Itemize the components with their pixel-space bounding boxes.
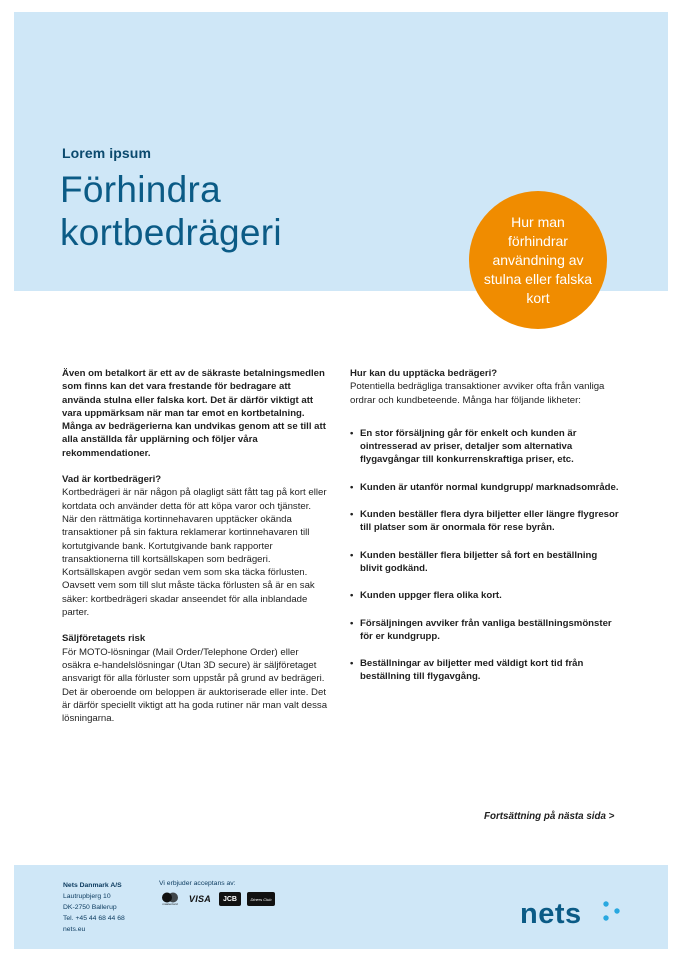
left-column bbox=[62, 367, 328, 738]
list-item: • En stor försäljning går för enkelt och kunden är ointresserad av priser, detaljer som alternativa flygavgångar till konkurrenskraftiga priser, etc. bbox=[350, 427, 620, 467]
card-brand-logos bbox=[159, 892, 275, 906]
list-item: • Kunden beställer flera biljetter så fort en beställning blivit godkänd. bbox=[350, 549, 620, 576]
company-name: Nets Danmark A/S bbox=[63, 882, 122, 889]
list-item: • Kunden uppger flera olika kort. bbox=[350, 589, 620, 602]
badge-text: Hur man förhindrar användning av stulna eller falska kort bbox=[483, 213, 593, 306]
intro-paragraph: Även om betalkort är ett av de säkraste betalningsmedlen som finns kan det vara frestande för bedragare att använda stulna eller falska kort. Det är därför viktigt att vara uppmärksam när man tar emot en kortbetalning. Många av bedrägerierna kan undvikas genom att se till att alla anställda får upplärning och följer våra rekommendationer. bbox=[62, 368, 326, 459]
section-heading-risk: Säljföretagets risk bbox=[62, 633, 146, 645]
title-line-1: Förhindra bbox=[60, 169, 222, 210]
jcb-logo: JCB bbox=[219, 892, 241, 906]
info-badge bbox=[469, 191, 607, 329]
website-link[interactable]: nets.eu bbox=[63, 926, 86, 933]
list-item: • Kunden beställer flera dyra biljetter eller längre flygresor till platser som är onormala för rese byrån. bbox=[350, 508, 620, 535]
company-address bbox=[63, 880, 125, 935]
diners-club-logo: Diners Club bbox=[247, 892, 275, 906]
nets-logo: nets bbox=[520, 898, 582, 930]
phone-number: Tel. +45 44 68 44 68 bbox=[63, 915, 125, 922]
detect-heading: Hur kan du upptäcka bedrägeri? bbox=[350, 368, 498, 379]
acceptance-label: Vi erbjuder acceptans av: bbox=[159, 880, 236, 887]
nets-dots-icon bbox=[600, 900, 622, 922]
visa-logo: VISA bbox=[188, 894, 212, 904]
mastercard-wordmark: mastercard bbox=[162, 902, 178, 906]
section-body-risk: För MOTO-lösningar (Mail Order/Telephone Order) eller osäkra e-handelslösningar (Utan 3D secure) är säljföretaget ansvarigt för alla förluster som uppstår på grund av bedrägeri. Det är oberoende om beloppen är auktoriserade eller inte. Det är därför speciellt viktigt att ha goda rutiner när man valt dessa lösningarna. bbox=[62, 646, 328, 725]
right-column bbox=[350, 367, 620, 698]
address-street: Lautrupbjerg 10 bbox=[63, 893, 111, 900]
warning-signs-list bbox=[350, 427, 620, 684]
continue-link[interactable]: Fortsättning på nästa sida > bbox=[484, 811, 615, 822]
section-body-what: Kortbedrägeri är när någon på olagligt sätt fått tag på kort eller kortdata och använder detta för att köpa varor och tjänster. När den rättmätiga kortinnehavaren upptäcker okända transaktioner på sin faktura reklamerar kortinnehavaren till kortutgivande bank. Kortutgivande bank rapporter transaktionerna till kortsällskapen som bedrägeri. Kortsällskapen avgör sedan vem som ska täcka förlusten. Oavsett vem som till slut måste täcka förlusten så är en sak säker: kortbedrägeri skadar anseendet för alla inblandade parter. bbox=[62, 487, 327, 619]
list-item: • Kunden är utanför normal kundgrupp/ marknadsområde. bbox=[350, 481, 620, 494]
title-line-2: kortbedrägeri bbox=[60, 212, 282, 253]
section-heading-what: Vad är kortbedrägeri? bbox=[62, 474, 162, 486]
eyebrow-label: Lorem ipsum bbox=[62, 145, 152, 161]
list-item: • Försäljningen avviker från vanliga beställningsmönster för er kundgrupp. bbox=[350, 617, 620, 644]
address-city: DK-2750 Ballerup bbox=[63, 904, 117, 911]
detect-intro: Potentiella bedrägliga transaktioner avviker ofta från vanliga ordrar och kundbeteende. Många har följande likheter: bbox=[350, 381, 605, 406]
mastercard-logo bbox=[159, 892, 181, 906]
page-title bbox=[60, 168, 282, 254]
list-item: • Beställningar av biljetter med väldigt kort tid från beställning till flygavgång. bbox=[350, 657, 620, 684]
